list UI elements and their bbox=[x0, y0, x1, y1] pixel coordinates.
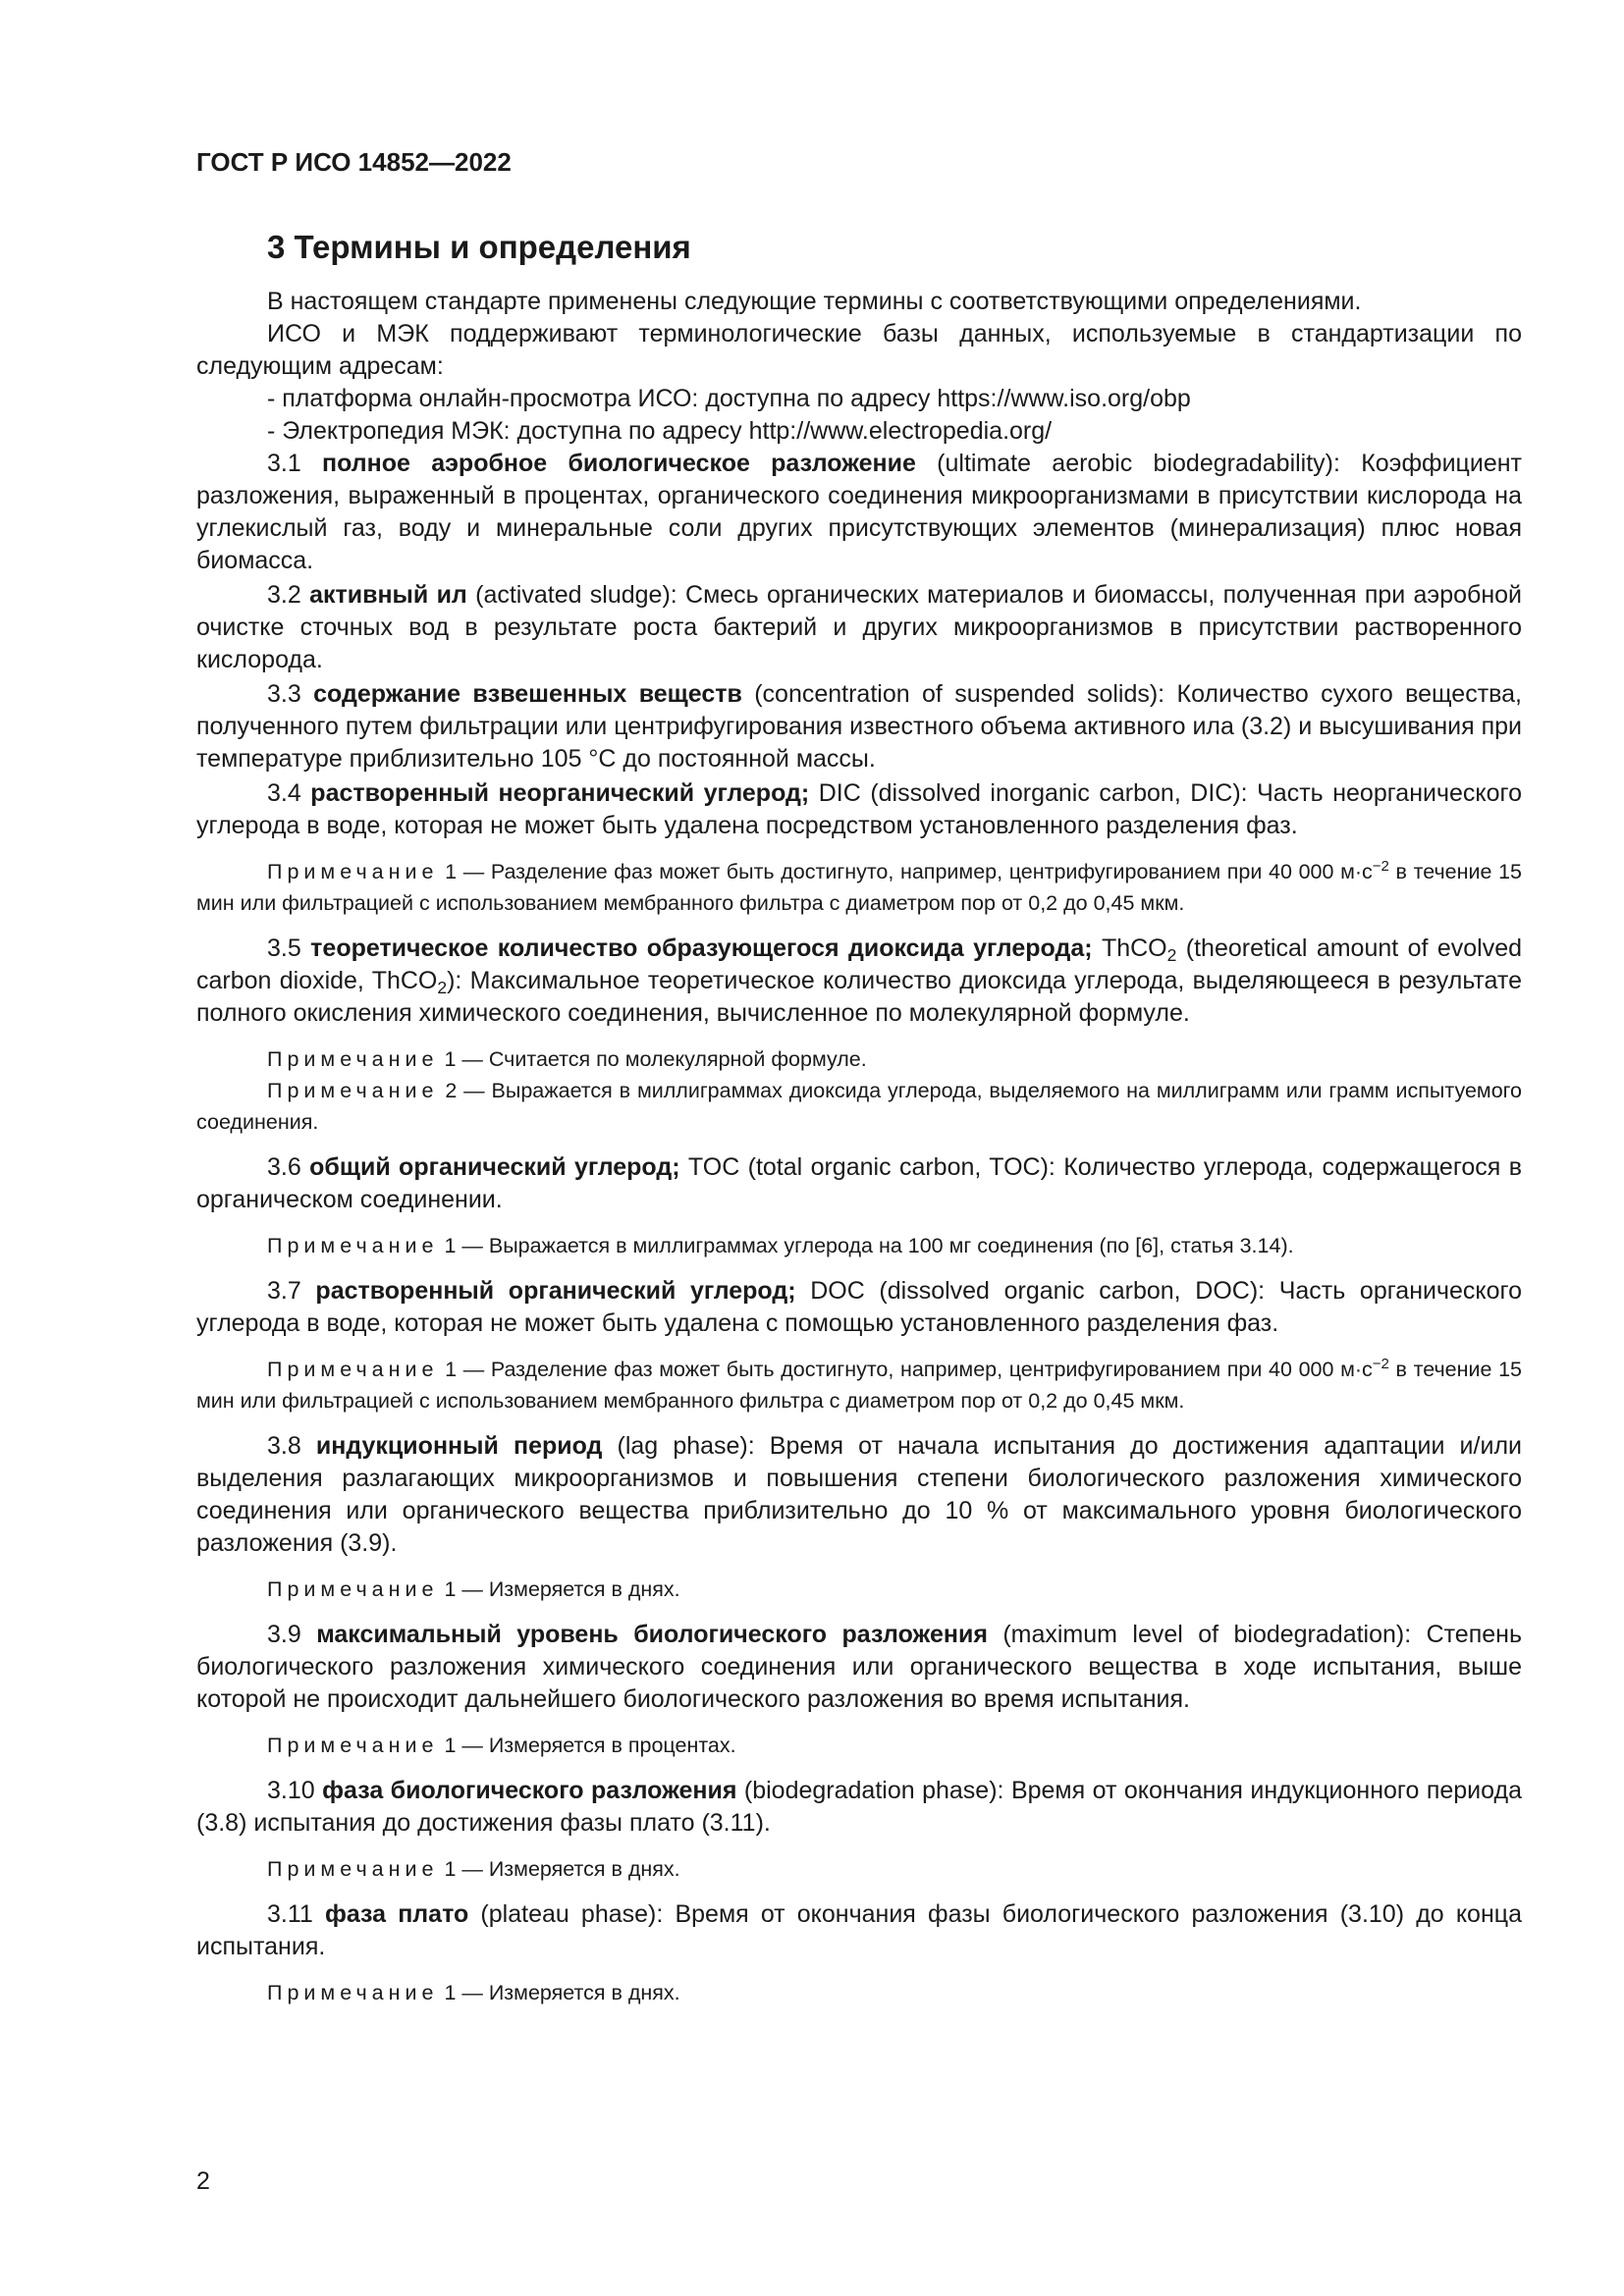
note-number: 1 bbox=[444, 1857, 457, 1881]
term-number: 3.9 bbox=[267, 1621, 301, 1648]
note-label: Примечание bbox=[267, 1981, 439, 2004]
term-3-10 bbox=[196, 1775, 1522, 1840]
term-number: 3.11 bbox=[267, 1900, 313, 1928]
term-definition: ThCO bbox=[1092, 934, 1167, 962]
note-number: 1 bbox=[444, 1981, 457, 2004]
term-name: общий органический углерод; bbox=[309, 1153, 680, 1181]
intro-paragraph: В настоящем стандарте применены следующие термины с соответствующими определениями. bbox=[267, 288, 1362, 315]
note-number: 1 bbox=[444, 1234, 457, 1257]
term-3-11 bbox=[196, 1898, 1522, 1963]
note-label: Примечание bbox=[267, 1577, 439, 1601]
term-definition: (concentration of suspended solids): Количество сухого вещества, полученного путем фильтрации или центрифугирования известного объема активного ила (3.2) и высушивания при температуре приблизительно 105 °С до постоянной массы. bbox=[196, 680, 1523, 773]
term-number: 3.3 bbox=[267, 680, 301, 708]
term-name: активный ил bbox=[309, 581, 467, 609]
note-number: 1 bbox=[444, 1047, 457, 1071]
intro-databases-paragraph: ИСО и МЭК поддерживают терминологические базы данных, используемые в стандартизации по следующим адресам: bbox=[196, 320, 1522, 380]
note-number: 1 bbox=[444, 1577, 457, 1601]
term-3-3 bbox=[196, 678, 1522, 775]
term-3-2 bbox=[196, 579, 1522, 676]
note-text: — Разделение фаз может быть достигнуто, например, центрифугированием при 40 000 м·с bbox=[457, 860, 1373, 883]
note-3-11-1 bbox=[196, 1977, 1522, 2008]
term-name: фаза плато bbox=[324, 1900, 469, 1928]
term-definition: (plateau phase): Время от окончания фазы биологического разложения (3.10) до конца испытания. bbox=[196, 1900, 1522, 1960]
page-number: 2 bbox=[196, 2167, 210, 2195]
term-3-8 bbox=[196, 1430, 1522, 1560]
note-number: 2 bbox=[445, 1079, 458, 1102]
term-3-1 bbox=[196, 448, 1522, 577]
subscript: 2 bbox=[437, 978, 448, 997]
term-name: содержание взвешенных веществ bbox=[313, 680, 742, 708]
note-3-9-1 bbox=[196, 1730, 1522, 1761]
term-3-6 bbox=[196, 1151, 1522, 1216]
term-number: 3.1 bbox=[267, 450, 301, 477]
term-number: 3.5 bbox=[267, 934, 301, 962]
term-3-4 bbox=[196, 777, 1522, 842]
term-definition: (maximum level of biodegradation): Степень биологического разложения химического соединения или органического вещества в ходе испытания, выше которой не происходит дальнейшего биологического разложения во время испытания. bbox=[196, 1621, 1522, 1713]
term-definition: (lag phase): Время от начала испытания до достижения адаптации и/или выделения разлагающих микроорганизмов и повышения степени биологического разложения химического соединения или органического вещества приблизительно до 10 % от максимального уровня биологического разложения (3.9). bbox=[196, 1432, 1522, 1557]
note-label: Примечание bbox=[267, 1234, 439, 1257]
term-definition: (ultimate aerobic biodegradability): Коэффициент разложения, выраженный в процентах, органического соединения микроорганизмами в присутствии кислорода на углекислый газ, воду и минеральные соли других присутствующих элементов (минерализация) плюс новая биомасса. bbox=[196, 450, 1522, 574]
note-label: Примечание bbox=[267, 1047, 439, 1071]
note-text-cont: в течение 15 мин или фильтрацией с использованием мембранного фильтра с диаметром пор от 0,2 до 0,45 мкм. bbox=[196, 1358, 1522, 1413]
note-text-cont: в течение 15 мин или фильтрацией с использованием мембранного фильтра с диаметром пор от 0,2 до 0,45 мкм. bbox=[196, 860, 1522, 915]
electropedia-list-item: - Электропедия МЭК: доступна по адресу http://www.electropedia.org/ bbox=[267, 417, 1053, 445]
term-definition: TOC (total organic carbon, TOC): Количество углерода, содержащегося в органическом соединении. bbox=[196, 1153, 1522, 1213]
note-text: — Измеряется в процентах. bbox=[456, 1734, 736, 1757]
note-3-6-1 bbox=[196, 1230, 1522, 1261]
term-name: фаза биологического разложения bbox=[322, 1777, 737, 1804]
iso-obp-list-item: - платформа онлайн-просмотра ИСО: доступна по адресу https://www.iso.org/obp bbox=[267, 385, 1191, 412]
note-label: Примечание bbox=[267, 1734, 439, 1757]
term-3-9 bbox=[196, 1619, 1522, 1716]
term-number: 3.6 bbox=[267, 1153, 301, 1181]
term-definition-end: ): Максимальное теоретическое количество диоксида углерода, выделяющееся в результате полного окисления химического соединения, вычисленное по молекулярной формуле. bbox=[196, 967, 1522, 1027]
note-text: — Измеряется в днях. bbox=[456, 1857, 680, 1881]
note-3-5-1 bbox=[196, 1043, 1522, 1075]
note-number: 1 bbox=[445, 860, 458, 883]
note-label: Примечание bbox=[267, 1358, 439, 1381]
document-page bbox=[196, 147, 1522, 2022]
term-number: 3.4 bbox=[267, 779, 301, 807]
section-title: 3 Термины и определения bbox=[267, 229, 691, 265]
note-3-4-1 bbox=[196, 856, 1522, 919]
term-number: 3.7 bbox=[267, 1277, 301, 1305]
term-name: максимальный уровень биологического разложения bbox=[316, 1621, 988, 1648]
term-name: полное аэробное биологическое разложение bbox=[322, 450, 916, 477]
note-3-8-1 bbox=[196, 1574, 1522, 1605]
note-3-5-2 bbox=[196, 1075, 1522, 1138]
term-3-5 bbox=[196, 933, 1522, 1030]
term-number: 3.2 bbox=[267, 581, 301, 609]
term-definition: DOC (dissolved organic carbon, DOC): Часть органического углерода в воде, которая не может быть удалена с помощью установленного разделения фаз. bbox=[196, 1277, 1522, 1337]
term-definition: DIC (dissolved inorganic carbon, DIC): Часть неорганического углерода в воде, которая не может быть удалена посредством установленного разделения фаз. bbox=[196, 779, 1523, 839]
note-text: — Выражается в миллиграммах углерода на 100 мг соединения (по [6], статья 3.14). bbox=[456, 1234, 1294, 1257]
subscript: 2 bbox=[1166, 945, 1177, 965]
note-label: Примечание bbox=[267, 1857, 439, 1881]
term-name: растворенный неорганический углерод; bbox=[310, 779, 810, 807]
term-name: растворенный органический углерод; bbox=[315, 1277, 796, 1305]
note-exponent: −2 bbox=[1372, 858, 1389, 875]
note-label: Примечание bbox=[267, 860, 439, 883]
term-definition-cont: (theoretical amount of evolved carbon dioxide, ThCO bbox=[196, 934, 1523, 994]
term-name: теоретическое количество образующегося диоксида углерода; bbox=[310, 934, 1093, 962]
note-exponent: −2 bbox=[1372, 1356, 1389, 1372]
note-3-10-1 bbox=[196, 1853, 1522, 1885]
term-definition: (activated sludge): Смесь органических материалов и биомассы, полученная при аэробной очистке сточных вод в результате роста бактерий и других микроорганизмов в присутствии растворенного кислорода. bbox=[196, 581, 1522, 673]
note-text: — Измеряется в днях. bbox=[456, 1577, 680, 1601]
note-3-7-1 bbox=[196, 1354, 1522, 1416]
term-number: 3.10 bbox=[267, 1777, 315, 1804]
note-text: — Измеряется в днях. bbox=[456, 1981, 680, 2004]
note-text: — Разделение фаз может быть достигнуто, например, центрифугированием при 40 000 м·с bbox=[457, 1358, 1373, 1381]
term-3-7 bbox=[196, 1275, 1522, 1340]
note-text: — Выражается в миллиграммах диоксида углерода, выделяемого на миллиграмм или грамм испытуемого соединения. bbox=[196, 1079, 1523, 1134]
term-number: 3.8 bbox=[267, 1432, 301, 1460]
note-number: 1 bbox=[445, 1358, 458, 1381]
note-text: — Считается по молекулярной формуле. bbox=[456, 1047, 867, 1071]
standard-header: ГОСТ Р ИСО 14852—2022 bbox=[196, 147, 512, 177]
term-definition: (biodegradation phase): Время от окончания индукционного периода (3.8) испытания до достижения фазы плато (3.11). bbox=[196, 1777, 1522, 1837]
term-name: индукционный период bbox=[315, 1432, 603, 1460]
note-label: Примечание bbox=[267, 1079, 439, 1102]
note-number: 1 bbox=[444, 1734, 457, 1757]
